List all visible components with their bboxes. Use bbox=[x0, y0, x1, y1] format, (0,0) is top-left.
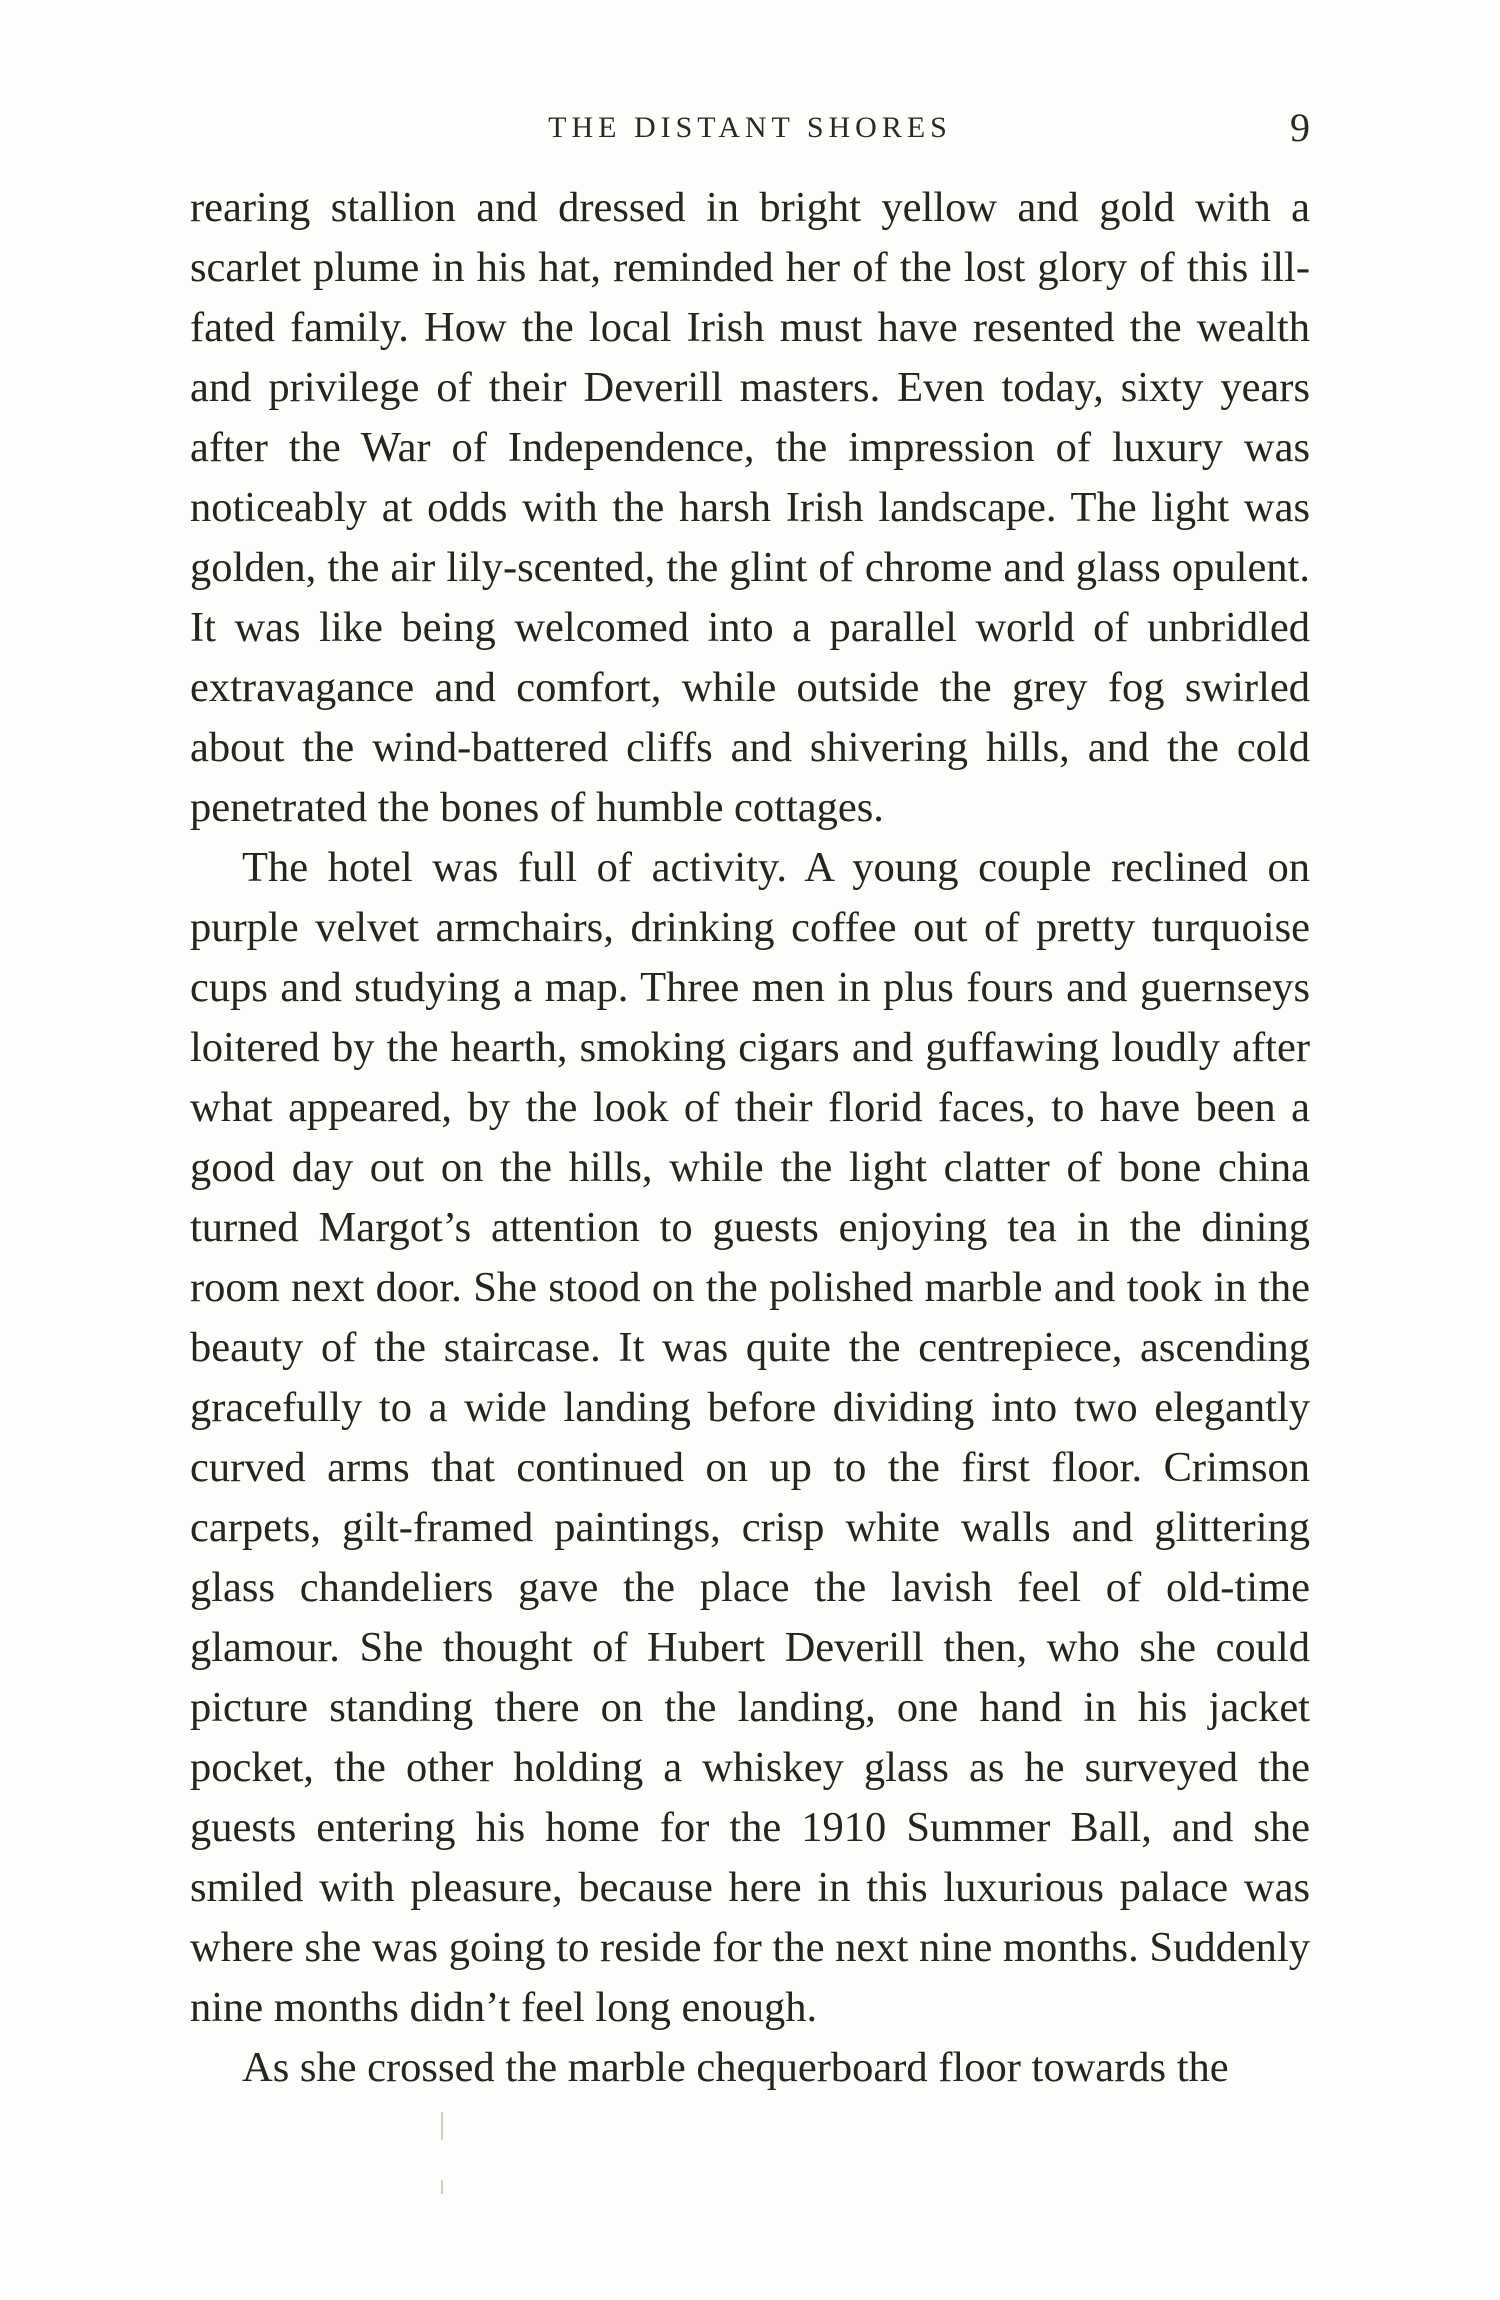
page-number: 9 bbox=[1290, 105, 1310, 150]
scan-mark bbox=[441, 2112, 443, 2140]
body-text bbox=[190, 178, 1310, 2098]
paragraph-continuation: rearing stallion and dressed in bright yellow and gold with a scarlet plume in his hat, reminded her of the lost glory of this ill-fated family. How the local Irish must have resented the wealth and privilege of their Deverill masters. Even today, sixty years after the War of Independence, the impression of luxury was noticeably at odds with the harsh Irish landscape. The light was golden, the air lily-scented, the glint of chrome and glass opulent. It was like being welcomed into a parallel world of unbridled extravagance and comfort, while outside the grey fog swirled about the wind-battered cliffs and shivering hills, and the cold penetrated the bones of humble cottages. bbox=[190, 184, 1310, 831]
running-head bbox=[190, 98, 1310, 158]
paragraph-crossing: As she crossed the marble chequerboard floor towards the bbox=[242, 2044, 1229, 2091]
running-title: THE DISTANT SHORES bbox=[548, 111, 952, 144]
paragraph-hotel: The hotel was full of activity. A young couple reclined on purple velvet armchairs, drinking coffee out of pretty turquoise cups and studying a map. Three men in plus fours and guernseys loitered by the hearth, smoking cigars and guffawing loudly after what appeared, by the look of their florid faces, to have been a good day out on the hills, while the light clatter of bone china turned Margot’s attention to guests enjoying tea in the dining room next door. She stood on the polished marble and took in the beauty of the staircase. It was quite the centrepiece, ascending gracefully to a wide landing before dividing into two elegantly curved arms that continued on up to the first floor. Crimson carpets, gilt-framed paintings, crisp white walls and glittering glass chandeliers gave the place the lavish feel of old-time glamour. She thought of Hubert Deverill then, who she could picture standing there on the landing, one hand in his jacket pocket, the other holding a whiskey glass as he surveyed the guests entering his home for the 1910 Summer Ball, and she smiled with pleasure, because here in this luxurious palace was where she was going to reside for the next nine months. Suddenly nine months didn’t feel long enough. bbox=[190, 844, 1310, 2031]
scan-mark bbox=[441, 2180, 443, 2194]
